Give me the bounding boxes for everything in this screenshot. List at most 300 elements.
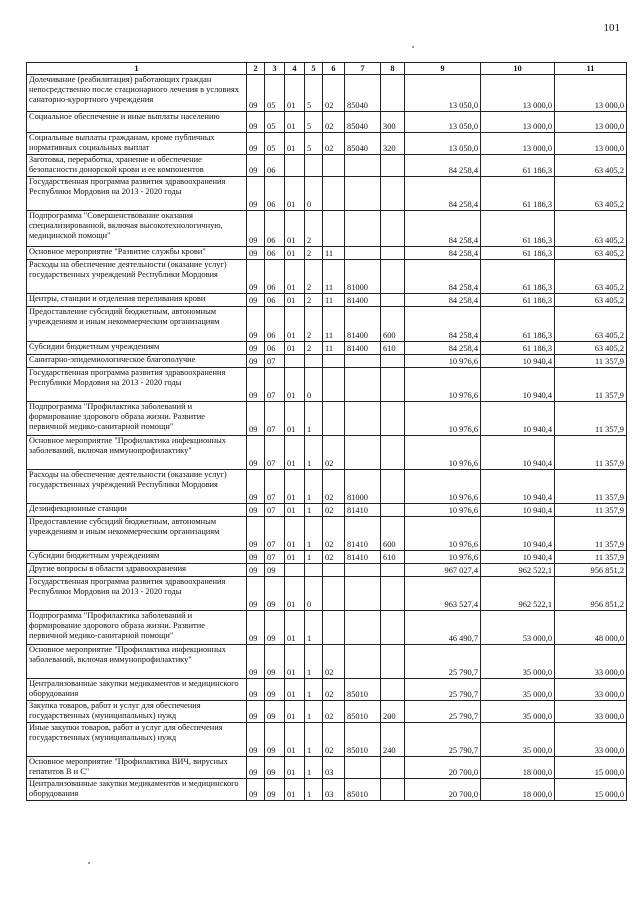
code-c4: 01 <box>285 75 305 112</box>
table-row <box>27 260 627 294</box>
code-c7: 81410 <box>345 551 381 564</box>
code-c6 <box>323 564 345 577</box>
amount-col-11: 63 405,2 <box>555 211 627 247</box>
code-c7: 85010 <box>345 779 381 801</box>
code-c4 <box>285 355 305 368</box>
code-c7: 85010 <box>345 723 381 757</box>
code-c3: 07 <box>265 551 285 564</box>
table-row <box>27 294 627 307</box>
table-row <box>27 577 627 611</box>
amount-col-9: 84 258,4 <box>405 155 481 177</box>
row-name: Основное мероприятие "Профилактика инфекционных заболеваний, включая иммунопрофилактику" <box>27 436 247 470</box>
amount-col-11: 33 000,0 <box>555 723 627 757</box>
code-c2: 09 <box>247 307 265 342</box>
code-c6 <box>323 368 345 402</box>
code-c8: 240 <box>381 723 405 757</box>
code-c8 <box>381 564 405 577</box>
code-c2: 09 <box>247 342 265 355</box>
code-c8: 610 <box>381 342 405 355</box>
code-c3: 06 <box>265 155 285 177</box>
code-c5: 0 <box>305 177 323 211</box>
amount-col-11: 13 000,0 <box>555 112 627 133</box>
code-c5: 0 <box>305 368 323 402</box>
code-c4 <box>285 564 305 577</box>
code-c7: 81400 <box>345 307 381 342</box>
amount-col-10: 61 186,3 <box>481 155 555 177</box>
code-c8 <box>381 294 405 307</box>
code-c8: 610 <box>381 551 405 564</box>
amount-col-9: 20 700,0 <box>405 757 481 779</box>
code-c7 <box>345 402 381 436</box>
header-cell: 5 <box>305 63 323 75</box>
amount-col-9: 84 258,4 <box>405 342 481 355</box>
code-c2: 09 <box>247 112 265 133</box>
table-row <box>27 564 627 577</box>
code-c8 <box>381 436 405 470</box>
code-c6: 03 <box>323 757 345 779</box>
code-c7: 81000 <box>345 470 381 504</box>
table-row <box>27 470 627 504</box>
code-c2: 09 <box>247 133 265 155</box>
amount-col-9: 10 976,6 <box>405 470 481 504</box>
code-c2: 09 <box>247 247 265 260</box>
amount-col-11: 63 405,2 <box>555 247 627 260</box>
amount-col-11: 63 405,2 <box>555 342 627 355</box>
code-c2: 09 <box>247 436 265 470</box>
code-c6 <box>323 211 345 247</box>
amount-col-11: 48 000,0 <box>555 611 627 645</box>
budget-table <box>26 62 627 801</box>
code-c6 <box>323 577 345 611</box>
code-c3: 06 <box>265 294 285 307</box>
code-c2: 09 <box>247 155 265 177</box>
amount-col-9: 10 976,6 <box>405 504 481 517</box>
amount-col-9: 10 976,6 <box>405 368 481 402</box>
code-c8 <box>381 757 405 779</box>
code-c4: 01 <box>285 701 305 723</box>
code-c8 <box>381 504 405 517</box>
code-c6: 11 <box>323 342 345 355</box>
code-c2: 09 <box>247 564 265 577</box>
code-c3: 06 <box>265 260 285 294</box>
amount-col-10: 10 940,4 <box>481 470 555 504</box>
code-c7 <box>345 368 381 402</box>
code-c8 <box>381 355 405 368</box>
amount-col-9: 25 790,7 <box>405 701 481 723</box>
code-c7 <box>345 211 381 247</box>
amount-col-10: 13 000,0 <box>481 112 555 133</box>
row-name: Закупка товаров, работ и услуг для обеспечения государственных (муниципальных) нужд <box>27 701 247 723</box>
code-c6 <box>323 177 345 211</box>
code-c5: 0 <box>305 577 323 611</box>
code-c7: 85040 <box>345 112 381 133</box>
code-c7 <box>345 564 381 577</box>
amount-col-9: 10 976,6 <box>405 355 481 368</box>
amount-col-9: 10 976,6 <box>405 517 481 551</box>
amount-col-11: 11 357,9 <box>555 470 627 504</box>
code-c4: 01 <box>285 504 305 517</box>
code-c6 <box>323 155 345 177</box>
header-cell: 4 <box>285 63 305 75</box>
code-c8: 600 <box>381 307 405 342</box>
amount-col-9: 46 490,7 <box>405 611 481 645</box>
scan-speck <box>412 46 414 48</box>
amount-col-9: 25 790,7 <box>405 679 481 701</box>
amount-col-10: 18 000,0 <box>481 779 555 801</box>
code-c6: 02 <box>323 551 345 564</box>
amount-col-9: 84 258,4 <box>405 211 481 247</box>
amount-col-11: 63 405,2 <box>555 177 627 211</box>
code-c3: 05 <box>265 112 285 133</box>
code-c3: 07 <box>265 436 285 470</box>
code-c3: 07 <box>265 517 285 551</box>
row-name: Предоставление субсидий бюджетным, автономным учреждениям и иным некоммерческим организациям <box>27 517 247 551</box>
amount-col-11: 956 851,2 <box>555 577 627 611</box>
code-c4: 01 <box>285 177 305 211</box>
code-c7 <box>345 757 381 779</box>
header-cell: 1 <box>27 63 247 75</box>
table-row <box>27 517 627 551</box>
code-c6: 11 <box>323 260 345 294</box>
table-row <box>27 779 627 801</box>
code-c3: 05 <box>265 75 285 112</box>
amount-col-10: 10 940,4 <box>481 355 555 368</box>
code-c8 <box>381 75 405 112</box>
code-c5: 1 <box>305 436 323 470</box>
code-c2: 09 <box>247 368 265 402</box>
row-name: Централизованные закупки медикаментов и медицинского оборудования <box>27 779 247 801</box>
code-c5: 1 <box>305 402 323 436</box>
amount-col-10: 13 000,0 <box>481 133 555 155</box>
code-c3: 07 <box>265 368 285 402</box>
code-c3: 06 <box>265 177 285 211</box>
row-name: Расходы на обеспечение деятельности (оказание услуг) государственных учреждений Республики Мордовия <box>27 470 247 504</box>
code-c8 <box>381 779 405 801</box>
code-c5: 1 <box>305 551 323 564</box>
amount-col-9: 84 258,4 <box>405 307 481 342</box>
code-c5: 5 <box>305 133 323 155</box>
amount-col-9: 10 976,6 <box>405 402 481 436</box>
row-name: Подпрограмма "Профилактика заболеваний и формирование здорового образа жизни. Развитие первичной медико-санитарной помощи" <box>27 611 247 645</box>
amount-col-10: 35 000,0 <box>481 701 555 723</box>
code-c5: 2 <box>305 294 323 307</box>
table-row <box>27 701 627 723</box>
code-c7: 81000 <box>345 260 381 294</box>
code-c7 <box>345 247 381 260</box>
amount-col-11: 63 405,2 <box>555 307 627 342</box>
code-c5: 1 <box>305 645 323 679</box>
amount-col-11: 11 357,9 <box>555 368 627 402</box>
code-c6: 11 <box>323 294 345 307</box>
row-name: Расходы на обеспечение деятельности (оказание услуг) государственных учреждений Республики Мордовия <box>27 260 247 294</box>
code-c2: 09 <box>247 679 265 701</box>
row-name: Социальное обеспечение и иные выплаты населению <box>27 112 247 133</box>
table-row <box>27 402 627 436</box>
code-c3: 09 <box>265 723 285 757</box>
amount-col-10: 10 940,4 <box>481 504 555 517</box>
amount-col-11: 13 000,0 <box>555 133 627 155</box>
code-c4: 01 <box>285 247 305 260</box>
table-row <box>27 211 627 247</box>
amount-col-10: 962 522,1 <box>481 577 555 611</box>
header-cell: 3 <box>265 63 285 75</box>
code-c5: 5 <box>305 75 323 112</box>
code-c6 <box>323 402 345 436</box>
code-c6: 02 <box>323 723 345 757</box>
code-c7 <box>345 155 381 177</box>
code-c4: 01 <box>285 211 305 247</box>
amount-col-10: 10 940,4 <box>481 402 555 436</box>
row-name: Государственная программа развития здравоохранения Республики Мордовия на 2013 - 2020 годы <box>27 368 247 402</box>
code-c2: 09 <box>247 355 265 368</box>
code-c4: 01 <box>285 436 305 470</box>
amount-col-11: 11 357,9 <box>555 504 627 517</box>
table-row <box>27 247 627 260</box>
amount-col-11: 11 357,9 <box>555 355 627 368</box>
table-row <box>27 177 627 211</box>
row-name: Основное мероприятие "Развитие службы крови" <box>27 247 247 260</box>
table-row <box>27 307 627 342</box>
code-c3: 09 <box>265 679 285 701</box>
code-c5: 2 <box>305 307 323 342</box>
row-name: Долечивание (реабилитация) работающих граждан непосредственно после стационарного лечения в условиях санаторно-курортного учреждения <box>27 75 247 112</box>
code-c7: 85040 <box>345 75 381 112</box>
code-c5: 1 <box>305 701 323 723</box>
code-c5: 2 <box>305 342 323 355</box>
code-c3: 07 <box>265 504 285 517</box>
code-c2: 09 <box>247 757 265 779</box>
table-row <box>27 75 627 112</box>
code-c4: 01 <box>285 260 305 294</box>
amount-col-11: 33 000,0 <box>555 701 627 723</box>
code-c3: 09 <box>265 701 285 723</box>
amount-col-10: 61 186,3 <box>481 177 555 211</box>
amount-col-9: 10 976,6 <box>405 551 481 564</box>
code-c2: 09 <box>247 611 265 645</box>
code-c6: 02 <box>323 701 345 723</box>
code-c8 <box>381 368 405 402</box>
table-row <box>27 436 627 470</box>
code-c6: 02 <box>323 436 345 470</box>
code-c2: 09 <box>247 551 265 564</box>
code-c2: 09 <box>247 779 265 801</box>
code-c2: 09 <box>247 294 265 307</box>
amount-col-9: 84 258,4 <box>405 177 481 211</box>
code-c5: 1 <box>305 679 323 701</box>
code-c6 <box>323 355 345 368</box>
code-c3: 05 <box>265 133 285 155</box>
amount-col-9: 84 258,4 <box>405 260 481 294</box>
code-c3: 09 <box>265 757 285 779</box>
code-c5: 1 <box>305 470 323 504</box>
amount-col-9: 13 050,0 <box>405 133 481 155</box>
row-name: Центры, станции и отделения переливания крови <box>27 294 247 307</box>
code-c5 <box>305 155 323 177</box>
amount-col-10: 61 186,3 <box>481 260 555 294</box>
code-c5 <box>305 564 323 577</box>
amount-col-9: 25 790,7 <box>405 723 481 757</box>
code-c3: 07 <box>265 355 285 368</box>
code-c4: 01 <box>285 723 305 757</box>
code-c6: 02 <box>323 112 345 133</box>
row-name: Заготовка, переработка, хранение и обеспечение безопасности донорской крови и ее компонентов <box>27 155 247 177</box>
row-name: Санитарно-эпидемиологическое благополучие <box>27 355 247 368</box>
scan-speck <box>88 862 90 864</box>
code-c8 <box>381 247 405 260</box>
code-c2: 09 <box>247 211 265 247</box>
amount-col-10: 61 186,3 <box>481 247 555 260</box>
code-c3: 09 <box>265 611 285 645</box>
code-c8: 300 <box>381 112 405 133</box>
amount-col-10: 10 940,4 <box>481 368 555 402</box>
code-c4: 01 <box>285 368 305 402</box>
code-c3: 07 <box>265 402 285 436</box>
code-c8 <box>381 402 405 436</box>
code-c7: 81410 <box>345 504 381 517</box>
row-name: Субсидии бюджетным учреждениям <box>27 551 247 564</box>
code-c2: 09 <box>247 517 265 551</box>
amount-col-9: 25 790,7 <box>405 645 481 679</box>
code-c4: 01 <box>285 470 305 504</box>
row-name: Предоставление субсидий бюджетным, автономным учреждениям и иным некоммерческим организациям <box>27 307 247 342</box>
code-c3: 07 <box>265 470 285 504</box>
code-c6: 02 <box>323 645 345 679</box>
code-c5: 2 <box>305 247 323 260</box>
code-c7: 81410 <box>345 517 381 551</box>
amount-col-10: 61 186,3 <box>481 211 555 247</box>
code-c7 <box>345 645 381 679</box>
header-cell: 9 <box>405 63 481 75</box>
code-c6 <box>323 611 345 645</box>
code-c4 <box>285 155 305 177</box>
amount-col-11: 11 357,9 <box>555 517 627 551</box>
code-c4: 01 <box>285 611 305 645</box>
amount-col-9: 20 700,0 <box>405 779 481 801</box>
code-c8 <box>381 177 405 211</box>
amount-col-10: 61 186,3 <box>481 294 555 307</box>
row-name: Социальные выплаты гражданам, кроме публичных нормативных социальных выплат <box>27 133 247 155</box>
row-name: Основное мероприятие "Профилактика ВИЧ, вирусных гепатитов В и С" <box>27 757 247 779</box>
code-c5: 1 <box>305 723 323 757</box>
code-c5: 1 <box>305 504 323 517</box>
code-c6: 02 <box>323 517 345 551</box>
code-c3: 09 <box>265 779 285 801</box>
table-row <box>27 355 627 368</box>
code-c8: 200 <box>381 701 405 723</box>
amount-col-10: 10 940,4 <box>481 551 555 564</box>
code-c4: 01 <box>285 112 305 133</box>
code-c8 <box>381 645 405 679</box>
header-cell: 2 <box>247 63 265 75</box>
code-c2: 09 <box>247 723 265 757</box>
code-c6: 02 <box>323 470 345 504</box>
code-c6: 11 <box>323 307 345 342</box>
amount-col-10: 61 186,3 <box>481 307 555 342</box>
code-c8 <box>381 611 405 645</box>
code-c5: 5 <box>305 112 323 133</box>
code-c4: 01 <box>285 645 305 679</box>
code-c6: 03 <box>323 779 345 801</box>
amount-col-10: 61 186,3 <box>481 342 555 355</box>
code-c8 <box>381 679 405 701</box>
code-c5: 1 <box>305 517 323 551</box>
table-row <box>27 342 627 355</box>
code-c5: 1 <box>305 611 323 645</box>
amount-col-11: 11 357,9 <box>555 402 627 436</box>
table-row <box>27 679 627 701</box>
code-c8: 320 <box>381 133 405 155</box>
amount-col-10: 35 000,0 <box>481 723 555 757</box>
amount-col-11: 63 405,2 <box>555 260 627 294</box>
header-cell: 8 <box>381 63 405 75</box>
amount-col-9: 84 258,4 <box>405 294 481 307</box>
code-c7 <box>345 177 381 211</box>
code-c8 <box>381 260 405 294</box>
code-c3: 09 <box>265 577 285 611</box>
row-name: Подпрограмма "Профилактика заболеваний и формирование здорового образа жизни. Развитие первичной медико-санитарной помощи" <box>27 402 247 436</box>
code-c4: 01 <box>285 757 305 779</box>
header-cell: 11 <box>555 63 627 75</box>
header-cell: 7 <box>345 63 381 75</box>
table-row <box>27 645 627 679</box>
code-c4: 01 <box>285 342 305 355</box>
amount-col-11: 33 000,0 <box>555 645 627 679</box>
amount-col-11: 15 000,0 <box>555 757 627 779</box>
code-c4: 01 <box>285 307 305 342</box>
code-c8 <box>381 155 405 177</box>
code-c3: 06 <box>265 342 285 355</box>
row-name: Основное мероприятие "Профилактика инфекционных заболеваний, включая иммунопрофилактику" <box>27 645 247 679</box>
code-c2: 09 <box>247 402 265 436</box>
page-number: 101 <box>603 22 620 34</box>
amount-col-9: 967 027,4 <box>405 564 481 577</box>
amount-col-11: 11 357,9 <box>555 436 627 470</box>
code-c4: 01 <box>285 679 305 701</box>
amount-col-9: 84 258,4 <box>405 247 481 260</box>
code-c4: 01 <box>285 779 305 801</box>
code-c2: 09 <box>247 645 265 679</box>
code-c6: 02 <box>323 133 345 155</box>
code-c8 <box>381 470 405 504</box>
amount-col-9: 963 527,4 <box>405 577 481 611</box>
code-c7: 85010 <box>345 701 381 723</box>
table-row <box>27 504 627 517</box>
code-c8 <box>381 211 405 247</box>
row-name: Государственная программа развития здравоохранения Республики Мордовия на 2013 - 2020 годы <box>27 577 247 611</box>
amount-col-11: 15 000,0 <box>555 779 627 801</box>
code-c5: 1 <box>305 757 323 779</box>
header-cell: 10 <box>481 63 555 75</box>
code-c8 <box>381 577 405 611</box>
code-c7: 81400 <box>345 294 381 307</box>
code-c4: 01 <box>285 294 305 307</box>
amount-col-10: 35 000,0 <box>481 679 555 701</box>
code-c4: 01 <box>285 402 305 436</box>
header-cell: 6 <box>323 63 345 75</box>
code-c2: 09 <box>247 75 265 112</box>
row-name: Подпрограмма "Совершенствование оказания специализированной, включая высокотехнологичную, медицинской помощи" <box>27 211 247 247</box>
code-c5: 2 <box>305 211 323 247</box>
amount-col-11: 33 000,0 <box>555 679 627 701</box>
code-c3: 06 <box>265 211 285 247</box>
amount-col-10: 13 000,0 <box>481 75 555 112</box>
amount-col-9: 13 050,0 <box>405 112 481 133</box>
code-c5: 1 <box>305 779 323 801</box>
amount-col-11: 63 405,2 <box>555 155 627 177</box>
amount-col-10: 10 940,4 <box>481 436 555 470</box>
code-c2: 09 <box>247 177 265 211</box>
code-c4: 01 <box>285 133 305 155</box>
